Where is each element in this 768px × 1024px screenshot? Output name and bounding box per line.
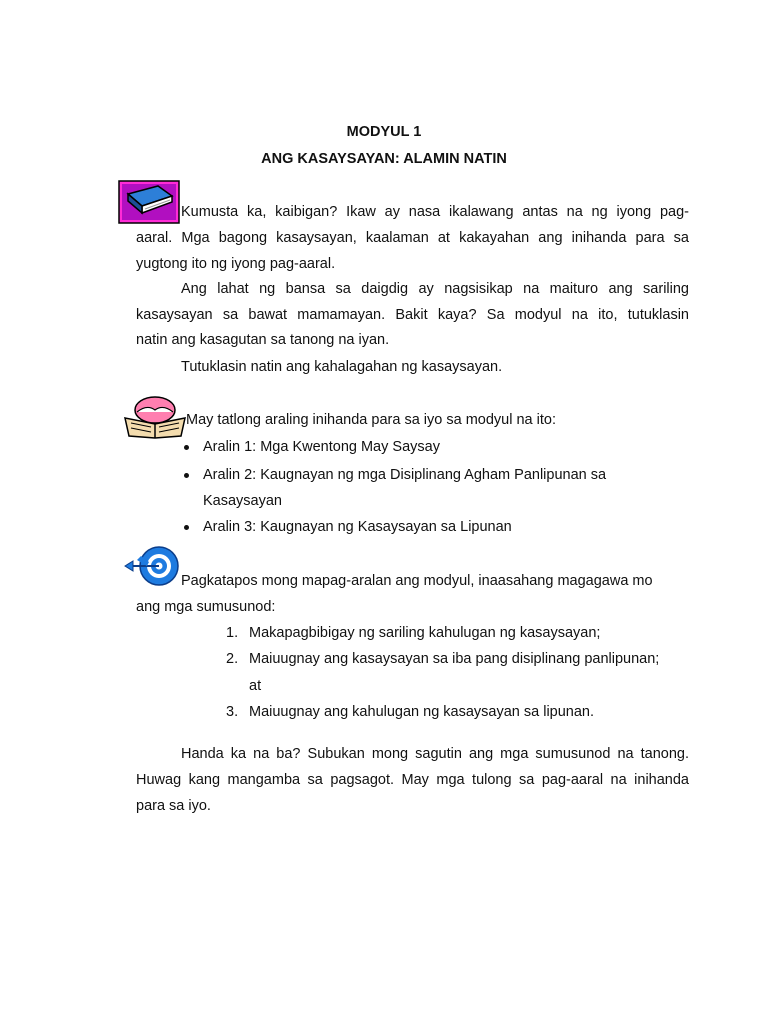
objective-item: Makapagbibigay ng sariling kahulugan ng kasaysayan; — [249, 625, 601, 641]
closing-line-1: Handa ka na ba? Subukan mong sagutin ang mga sumusunod na tanong. — [181, 746, 689, 762]
objective-number: 1. — [226, 625, 239, 641]
bullet-icon — [184, 445, 189, 450]
objective-item: Maiuugnay ang kahulugan ng kasaysayan sa lipunan. — [249, 704, 595, 720]
lesson-item: Aralin 3: Kaugnayan ng Kasaysayan sa Lipunan — [203, 519, 512, 535]
bullet-icon — [184, 525, 189, 530]
objectives-intro-line-1: Pagkatapos mong mapag-aralan ang modyul, inaasahang magagawa mo — [181, 573, 653, 589]
closing-line-2: Huwag kang mangamba sa pagsagot. May mga tulong sa pag-aaral na inihanda — [136, 772, 689, 788]
lesson-item: Aralin 2: Kaugnayan ng mga Disiplinang Agham Panlipunan sa — [203, 467, 607, 483]
objectives-intro-line-2: ang mga sumusunod: — [136, 599, 276, 615]
objective-item: Maiuugnay ang kasaysayan sa iba pang disiplinang panlipunan; — [249, 651, 660, 667]
objective-number: 3. — [226, 704, 239, 720]
target-icon — [123, 542, 181, 590]
module-number: MODYUL 1 — [346, 124, 422, 140]
intro-p2-line-2: kasaysayan sa bawat mamamayan. Bakit kaya? Sa modyul na ito, tutuklasin — [136, 307, 689, 323]
lesson-item-continued: Kasaysayan — [203, 493, 282, 509]
intro-line-1: Kumusta ka, kaibigan? Ikaw ay nasa ikalawang antas na ng iyong pag- — [181, 204, 689, 220]
lesson-item: Aralin 1: Mga Kwentong May Saysay — [203, 439, 440, 455]
book-icon — [118, 180, 180, 224]
closing-line-3: para sa iyo. — [136, 798, 211, 814]
intro-p2-line-1: Ang lahat ng bansa sa daigdig ay nagsisikap na maituro ang sariling — [181, 281, 689, 297]
open-book-icon — [123, 394, 187, 440]
intro-p2-line-3: natin ang kasagutan sa tanong na iyan. — [136, 332, 390, 348]
intro-line-3: yugtong ito ng iyong pag-aaral. — [136, 256, 336, 272]
objective-number: 2. — [226, 651, 239, 667]
lessons-intro: May tatlong araling inihanda para sa iyo sa modyul na ito: — [186, 412, 556, 428]
bullet-icon — [184, 473, 189, 478]
objective-item-continued: at — [249, 678, 262, 694]
intro-p3: Tutuklasin natin ang kahalagahan ng kasaysayan. — [181, 359, 503, 375]
module-title: ANG KASAYSAYAN: ALAMIN NATIN — [261, 151, 507, 167]
intro-line-2: aaral. Mga bagong kasaysayan, kaalaman at kakayahan ang inihanda para sa — [136, 230, 689, 246]
